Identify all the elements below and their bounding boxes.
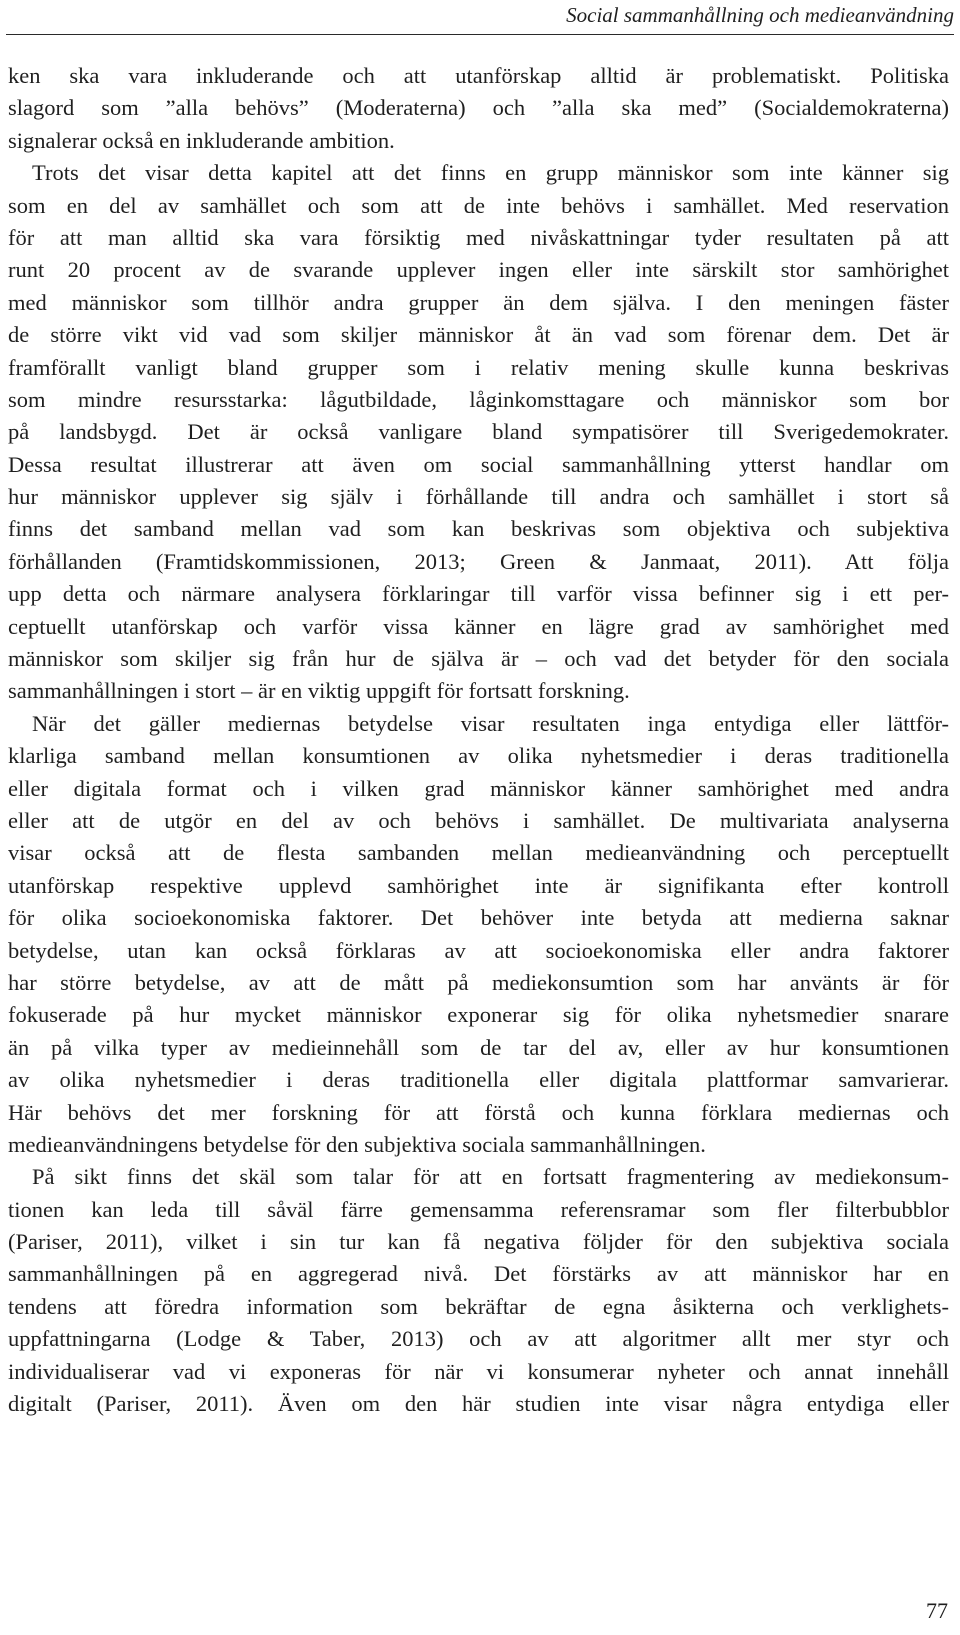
text-line: individualiserar vad vi exponeras för när vi konsumerar nyheter och annat innehåll: [8, 1358, 949, 1384]
text-line: Här behövs det mer forskning för att förstå och kunna förklara mediernas och: [8, 1099, 949, 1125]
text-line: signalerar också en inkluderande ambition.: [8, 127, 395, 153]
text-line: På sikt finns det skäl som talar för att en fortsatt fragmentering av mediekonsum-: [32, 1164, 949, 1190]
paragraph: [8, 1161, 949, 1420]
text-line: betydelse, utan kan också förklaras av att socioekonomiska eller andra faktorer: [8, 937, 949, 963]
text-line: uppfattningarna (Lodge & Taber, 2013) och av att algoritmer allt mer styr och: [8, 1326, 949, 1352]
text-line: digitalt (Pariser, 2011). Även om den här studien inte visar några entydiga eller: [8, 1391, 949, 1417]
text-line: upp detta och närmare analysera förklaringar till varför vissa befinner sig i ett per-: [8, 581, 949, 607]
text-line: ceptuellt utanförskap och varför vissa känner en lägre grad av samhörighet med: [8, 613, 949, 639]
text-line: hur människor upplever sig själv i förhållande till andra och samhället i stort så: [8, 484, 949, 510]
running-header: [6, 0, 954, 35]
text-line: sammanhållningen på en aggregerad nivå. Det förstärks av att människor har en: [8, 1261, 949, 1287]
text-line: har större betydelse, av att de mått på mediekonsumtion som har använts är för: [8, 969, 949, 995]
text-line: för att man alltid ska vara försiktig med nivåskattningar tyder resultaten på att: [8, 224, 949, 250]
paragraph: [8, 708, 949, 1161]
text-line: på landsbygd. Det är också vanligare bland sympatisörer till Sverigedemokrater.: [8, 419, 949, 445]
text-line: slagord som ”alla behövs” (Moderaterna) och ”alla ska med” (Socialdemokraterna): [8, 95, 949, 121]
text-line: tionen kan leda till såväl färre gemensamma referensramar som fler filterbubblor: [8, 1196, 949, 1222]
text-line: eller digitala format och i vilken grad människor känner samhörighet med andra: [8, 775, 949, 801]
text-line: sammanhållningen i stort – är en viktig uppgift för fortsatt forskning.: [8, 678, 630, 704]
text-line: Trots det visar detta kapitel att det finns en grupp människor som inte känner sig: [32, 160, 949, 186]
text-line: för olika socioekonomiska faktorer. Det behöver inte betyda att medierna saknar: [8, 905, 949, 931]
text-line: än på vilka typer av medieinnehåll som de tar del av, eller av hur konsumtionen: [8, 1034, 949, 1060]
text-line: klarliga samband mellan konsumtionen av olika nyhetsmedier i deras traditionella: [8, 743, 949, 769]
page-body: [8, 60, 949, 1420]
text-line: som en del av samhället och som att de inte behövs i samhället. Med reservation: [8, 192, 949, 218]
text-line: eller att de utgör en del av och behövs i samhället. De multivariata analyserna: [8, 807, 949, 833]
text-line: När det gäller mediernas betydelse visar resultaten inga entydiga eller lättför-: [32, 710, 949, 736]
text-line: visar också att de flesta sambanden mellan medieanvändning och perceptuellt: [8, 840, 949, 866]
text-line: med människor som tillhör andra grupper än dem själva. I den meningen fäster: [8, 289, 949, 315]
text-line: (Pariser, 2011), vilket i sin tur kan få negativa följder för den subjektiva sociala: [8, 1229, 949, 1255]
paragraph: [8, 157, 949, 708]
text-line: tendens att föredra information som bekräftar de egna åsikterna och verklighets-: [8, 1293, 949, 1319]
text-line: finns det samband mellan vad som kan beskrivas som objektiva och subjektiva: [8, 516, 949, 542]
text-line: utanförskap respektive upplevd samhörighet inte är signifikanta efter kontroll: [8, 872, 949, 898]
text-line: Dessa resultat illustrerar att även om social sammanhållning ytterst handlar om: [8, 451, 949, 477]
text-line: fokuserade på hur mycket människor exponerar sig för olika nyhetsmedier snarare: [8, 1002, 949, 1028]
text-line: förhållanden (Framtidskommissionen, 2013; Green & Janmaat, 2011). Att följa: [8, 548, 949, 574]
text-line: ken ska vara inkluderande och att utanförskap alltid är problematiskt. Politiska: [8, 63, 949, 88]
text-line: runt 20 procent av de svarande upplever ingen eller inte särskilt stor samhörighet: [8, 257, 949, 283]
text-line: som mindre resursstarka: lågutbildade, låginkomsttagare och människor som bor: [8, 386, 949, 412]
text-line: människor som skiljer sig från hur de själva är – och vad det betyder för den sociala: [8, 646, 949, 672]
page-number: 77: [926, 1598, 948, 1623]
running-title: Social sammanhållning och medieanvändning: [566, 3, 954, 27]
text-line: framförallt vanligt bland grupper som i relativ mening skulle kunna beskrivas: [8, 354, 949, 380]
text-line: de större vikt vid vad som skiljer människor åt än vad som förenar dem. Det är: [8, 322, 949, 348]
text-line: av olika nyhetsmedier i deras traditionella eller digitala plattformar samvarierar.: [8, 1067, 949, 1093]
text-line: medieanvändningens betydelse för den subjektiva sociala sammanhållningen.: [8, 1131, 706, 1157]
paragraph: [8, 60, 949, 157]
